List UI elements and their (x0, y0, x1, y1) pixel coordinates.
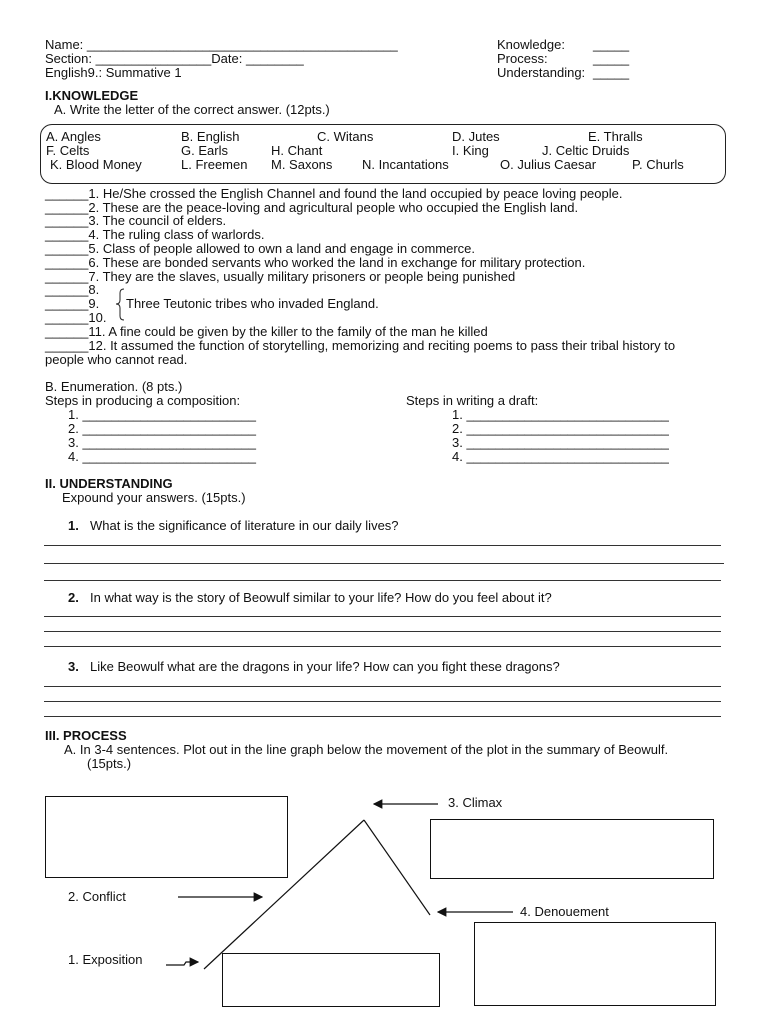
choice-c: C. Witans (317, 129, 374, 144)
name-field[interactable]: Name: ___________________________________________ (45, 37, 398, 52)
composition-step-2[interactable]: 2. ________________________ (68, 421, 256, 436)
process-instruction-line-2: (15pts.) (87, 756, 132, 771)
composition-heading: Steps in producing a composition: (45, 393, 241, 408)
exposition-arrow-icon (166, 962, 198, 965)
choice-j: J. Celtic Druids (542, 143, 630, 158)
knowledge-score-blank[interactable]: _____ (593, 37, 630, 52)
item-7[interactable]: ______7. They are the slaves, usually military prisoners or people being punished (45, 269, 516, 284)
answer-line[interactable] (44, 545, 721, 546)
item-8[interactable]: ______8. (45, 282, 100, 297)
answer-line[interactable] (44, 631, 721, 632)
item-1[interactable]: ______1. He/She crossed the English Channel and found the land occupied by peace loving people. (45, 186, 623, 201)
choice-o: O. Julius Caesar (500, 157, 597, 172)
choice-f: F. Celts (46, 143, 90, 158)
choice-b: B. English (181, 129, 240, 144)
exposition-label: 1. Exposition (68, 952, 143, 967)
section-understanding-title: II. UNDERSTANDING (45, 476, 173, 491)
answer-line[interactable] (44, 686, 721, 687)
choice-l: L. Freemen (181, 157, 248, 172)
choice-e: E. Thralls (588, 129, 643, 144)
choice-n: N. Incantations (362, 157, 449, 172)
question-1-text: What is the significance of literature in our daily lives? (90, 518, 399, 533)
composition-step-1[interactable]: 1. ________________________ (68, 407, 256, 422)
answer-line[interactable] (44, 563, 724, 564)
process-score-blank[interactable]: _____ (593, 51, 630, 66)
choice-m: M. Saxons (271, 157, 333, 172)
understanding-score-blank[interactable]: _____ (593, 65, 630, 80)
falling-action-line (364, 820, 430, 915)
conflict-answer-box[interactable] (222, 953, 440, 1007)
item-12-continued: people who cannot read. (45, 352, 188, 367)
item-12[interactable]: ______12. It assumed the function of storytelling, memorizing and reciting poems to pass their tribal history to (45, 338, 676, 353)
section-process-title: III. PROCESS (45, 728, 127, 743)
climax-answer-box[interactable] (430, 819, 714, 879)
item-6[interactable]: ______6. These are bonded servants who worked the land in exchange for military protection. (45, 255, 586, 270)
question-3-text: Like Beowulf what are the dragons in your life? How can you fight these dragons? (90, 659, 560, 674)
knowledge-instruction: A. Write the letter of the correct answer. (12pts.) (54, 102, 330, 117)
item-9[interactable]: ______9. (45, 296, 100, 311)
answer-line[interactable] (44, 580, 721, 581)
answer-line[interactable] (44, 701, 721, 702)
subject-title: English9.: Summative 1 (45, 65, 182, 80)
choice-a: A. Angles (46, 129, 101, 144)
answer-line[interactable] (44, 616, 721, 617)
draft-step-3[interactable]: 3. ____________________________ (452, 435, 669, 450)
item-4[interactable]: ______4. The ruling class of warlords. (45, 227, 265, 242)
draft-step-2[interactable]: 2. ____________________________ (452, 421, 669, 436)
choice-k: K. Blood Money (50, 157, 142, 172)
enumeration-title: B. Enumeration. (8 pts.) (45, 379, 183, 394)
exposition-answer-box[interactable] (45, 796, 288, 878)
denouement-answer-box[interactable] (474, 922, 716, 1006)
question-3-number: 3. (68, 659, 79, 674)
choice-i: I. King (452, 143, 489, 158)
process-score-label: Process: (497, 51, 548, 66)
choice-g: G. Earls (181, 143, 228, 158)
bracket-note: Three Teutonic tribes who invaded England. (126, 296, 379, 311)
item-11[interactable]: ______11. A fine could be given by the killer to the family of the man he killed (45, 324, 488, 339)
tribes-bracket (116, 289, 124, 320)
process-instruction-line-1: A. In 3-4 sentences. Plot out in the line graph below the movement of the plot in the summary of Beowulf. (64, 742, 669, 757)
draft-heading: Steps in writing a draft: (406, 393, 539, 408)
choice-d: D. Jutes (452, 129, 500, 144)
item-3[interactable]: ______3. The council of elders. (45, 213, 227, 228)
question-2-number: 2. (68, 590, 79, 605)
climax-label: 3. Climax (448, 795, 503, 810)
understanding-instruction: Expound your answers. (15pts.) (62, 490, 246, 505)
question-1-number: 1. (68, 518, 79, 533)
understanding-score-label: Understanding: (497, 65, 586, 80)
composition-step-4[interactable]: 4. ________________________ (68, 449, 256, 464)
question-2-text: In what way is the story of Beowulf similar to your life? How do you feel about it? (90, 590, 552, 605)
item-5[interactable]: ______5. Class of people allowed to own a land and engage in commerce. (45, 241, 476, 256)
item-10[interactable]: ______10. (45, 310, 107, 325)
knowledge-score-label: Knowledge: (497, 37, 565, 52)
choice-h: H. Chant (271, 143, 323, 158)
composition-step-3[interactable]: 3. ________________________ (68, 435, 256, 450)
section-date-field[interactable]: Section: ________________Date: ________ (45, 51, 304, 66)
draft-step-4[interactable]: 4. ____________________________ (452, 449, 669, 464)
item-2[interactable]: ______2. These are the peace-loving and agricultural people who occupied the English land. (45, 200, 579, 215)
section-knowledge-title: I.KNOWLEDGE (45, 88, 139, 103)
answer-line[interactable] (44, 716, 721, 717)
answer-line[interactable] (44, 646, 721, 647)
denouement-label: 4. Denouement (520, 904, 609, 919)
draft-step-1[interactable]: 1. ____________________________ (452, 407, 669, 422)
conflict-label: 2. Conflict (68, 889, 126, 904)
choice-p: P. Churls (632, 157, 684, 172)
